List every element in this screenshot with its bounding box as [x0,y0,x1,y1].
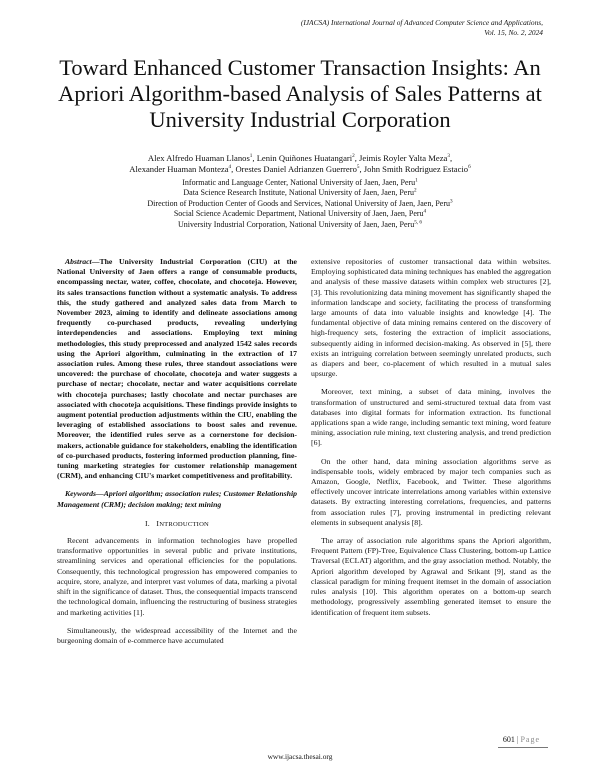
author-name: Alex Alfredo Huaman Llanos [147,153,250,163]
right-column [311,257,551,626]
footer-url[interactable]: www.ijacsa.thesai.org [267,752,333,761]
keywords-text: —Apriori algorithm; association rules; Customer Relationship Management (CRM); decision making; text mining [57,489,297,509]
author-name: Lenin Quiñones Huatangari [256,153,353,163]
author-sup: 4 [228,164,232,171]
keywords [57,489,297,509]
author-sup: 6 [468,164,471,171]
footer-rule [498,747,548,748]
author-line-2: Alexander Huaman Monteza$^4$, Orestes Daniel Adrianzen Guerrero$^5$, John Smith Rodriguez Estacio$^6$ [129,164,471,174]
paragraph: On the other hand, data mining association algorithms serve as indispensable tools, widely embraced by major tech companies such as Amazon, Google, Netflix, Facebook, and Twitter. These algorithms effectively uncover intricate interrelations among variables within extensive datasets. By extracting interesting correlations, frequencies, and patterns from association rules [7], proving instrumental in predicting relevant elements in subsequent analysis [8]. [311,456,551,527]
author-name: John Smith Rodriguez Estacio [363,164,469,174]
left-column [57,257,297,654]
author-sup: 5 [356,164,360,171]
journal-name: (IJACSA) International Journal of Advanced Computer Science and Applications, [300,18,543,27]
paper-title: Toward Enhanced Customer Transaction Insights: An Apriori Algorithm-based Analysis of Sales Patterns at University Industrial Corporation [58,55,542,132]
abstract [57,257,297,481]
paragraph: extensive repositories of customer transactional data within websites. Employing sophisticated data mining techniques has enabled the aggregation and analysis of these massive datasets within complex web structures [2], [3]. This revolutionizing data mining movement has significantly shaped the information landscape and society, facilitating the process of transforming large amounts of data into valuable insights and knowledge [4]. The fundamental objective of data mining remains centered on the discovery of high-frequency sets, fostering the extraction of implicit associations, subsequently aiding in informed decision-making. As observed in [5], there exists an intriguing correlation between seemingly unrelated products, such as diapers and beer, co-placement of which resulted in a mutual sales upsurge. [311,257,551,379]
paragraph: Simultaneously, the widespread accessibility of the Internet and the burgeoning domain of e-commerce have accumulated [57,625,297,645]
affiliation: Social Science Academic Department, National University of Jaen, Jaen, Peru$^4$ [173,208,427,219]
author-line-1: Alex Alfredo Huaman Llanos$^1$, Lenin Quiñones Huatangari$^2$, Jeimis Royler Yalta Meza$^3$, [147,153,453,163]
author-name: Alexander Huaman Monteza [129,164,229,174]
author-sup: 2 [352,153,355,160]
affiliation: University Industrial Corporation, National University of Jaen, Jaen, Peru$^{5, 6}$ [178,218,422,229]
affiliation: Data Science Research Institute, National University of Jaen, Jaen, Peru$^2$ [183,187,417,198]
author-name: Orestes Daniel Adrianzen Guerrero [235,164,357,174]
page-number: 601 | Page [502,735,540,744]
journal-volume: Vol. 15, No. 2, 2024 [484,28,543,37]
paragraph: The array of association rule algorithms spans the Apriori algorithm, Frequent Pattern (FP)-Tree, Equivalence Class Clustering, bottom-up Lattice Traversal (ECLAT) algorithm, and the gray association method. Notably, the Apriori algorithm developed by Agrawal and Srikant [9], stand as the classical paradigm for mining frequent itemset in the domain of association rules analysis [10]. This algorithm operates on a bottom-up search methodology, progressively assembling generated itemset to ensure the identification of frequent item subsets. [311,536,551,617]
affiliation: Direction of Production Center of Goods and Services, National University of Jaen, Jaen, Peru$^3$ [147,198,453,208]
abstract-label: Abstract [65,257,92,266]
abstract-text: —The University Industrial Corporation (CIU) at the National University of Jaen offers a range of consumable products, encompassing nectar, water, coffee, chocolate, and chocoteja. However, its sales transactions function without a systematic analysis. To address this, the study gathered and analyzed sales data from March to November 2023, aiming to identify and delineate associations among frequently co-purchased products, revealing underlying interdependencies and associations. Employing text mining methodologies, this study preprocessed and analyzed 1542 sales records using the Apriori algorithm, culminating in the extraction of 17 association rules. Among these rules, three standout associations were uncovered: the purchase of chocolate, chocoteja and water suggests a purchase of nectar; chocolate, nectar and water acquisitions correlate with chocoteja purchases; lastly chocolate and nectar purchases are associated with chocoteja acquisitions. These findings provide insights to augment potential production adjustments within the CIU, enabling the leveraging of established associations to boost sales and revenue. Moreover, the identified rules serve as a cornerstone for decision-makers, actionable guidance for stakeholders, enabling the identification of co-purchased products, fostering informed production planning, fine-tuning marketing strategies for customer relationship management (CRM), and enhancing CIU's market competitiveness and profitability. [57,257,297,481]
section-heading-introduction: I. INTRODUCTION [144,518,210,528]
author-name: Jeimis Royler Yalta Meza [359,153,448,163]
author-list [40,153,560,175]
keywords-label: Keywords [65,489,96,499]
affiliation: Informatic and Language Center, National University of Jaen, Jaen, Peru$^1$ [182,177,418,187]
affiliation-list [40,178,560,230]
journal-header [301,18,543,38]
author-sup: 3 [447,153,450,160]
paragraph: Recent advancements in information technologies have propelled transformative opportunities in several public and private institutions, streamlining services and operational efficiencies for the populations. Consequently, this technological progression has empowered companies to acquire, store, analyze, and interpret vast volumes of data, marking a pivotal shift in the significance of dataset. Thus, the consequential impacts transcend the technological domain, influencing the restructuring of business strategies and marketing activities [1]. [57,536,297,617]
paragraph: Moreover, text mining, a subset of data mining, involves the transformation of unstructured and semi-structured textual data from vast databases into digital formats for information extraction. Its functional applications span a wide range, including semantic text mining, word feature mining, association rule mining, text clustering analysis, and trend prediction [6]. [311,387,551,448]
author-sup: 1 [249,153,253,160]
